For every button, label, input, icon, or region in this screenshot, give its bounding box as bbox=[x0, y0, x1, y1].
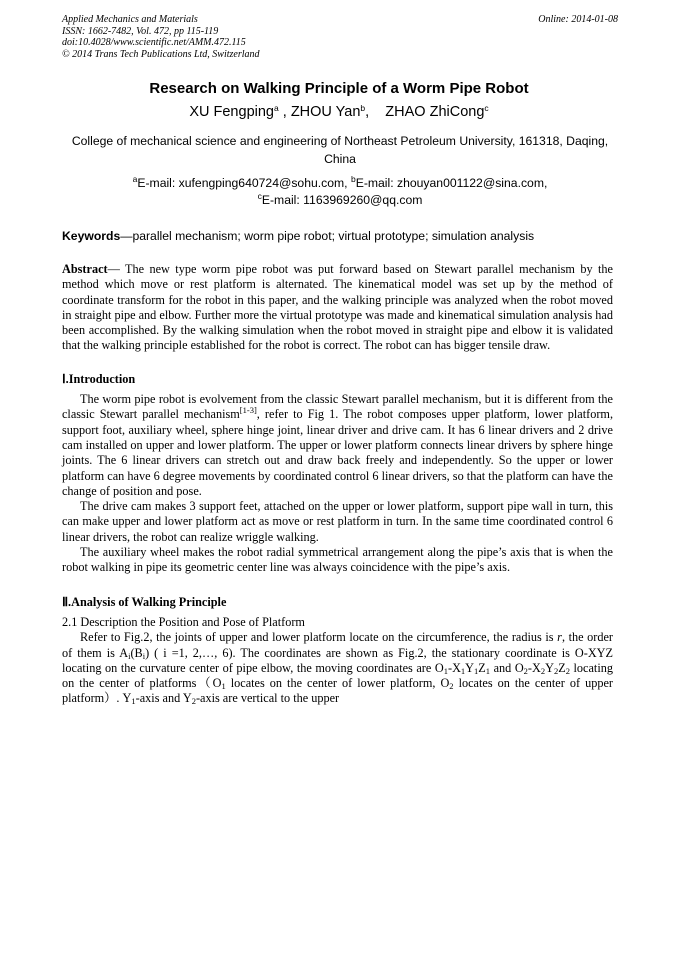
paragraph-text: , refer to Fig 1. The robot composes upper platform, lower platform, support foot, auxiliary wheel, sphere hinge joint, linear driver and drive cam. It has 6 linear drivers and 2 drive cam installed on upper and lower platform. The upper or lower platform connects linear drivers by sphere hinge joints. The 6 linear drivers can stretch out and draw back freely and independently. So the upper or lower platform can have 6 degree movements by coordinated control 6 linear drivers, so that the platform can have the change of position and pose. bbox=[62, 407, 614, 498]
abstract bbox=[62, 262, 613, 354]
doi-line: doi:10.4028/www.scientific.net/AMM.472.115 bbox=[62, 37, 246, 48]
email-mark: a bbox=[132, 174, 138, 184]
paragraph-text: The worm pipe robot is evolvement from the classic Stewart parallel mechanism, but it is different from the classic Stewart parallel mechanism bbox=[62, 392, 613, 422]
keywords-label: Keywords bbox=[62, 229, 121, 243]
abstract-label: Abstract bbox=[62, 262, 108, 276]
affiliation: College of mechanical science and engineering of Northeast Petroleum University, 161318, Daqing, China bbox=[71, 134, 609, 166]
email-a: E-mail: xufengping640724@sohu.com, bbox=[137, 176, 351, 190]
section-title: Analysis of Walking Principle bbox=[71, 594, 227, 609]
author-list bbox=[0, 104, 678, 120]
paragraph: Refer to Fig.2, the joints of upper and lower platform locate on the circumference, the radius is r, the order of them is $A_i(B_i)$ ( i =1, 2,…, 6). The coordinates are shown as Fig.2, the stationary coordinate is O-XYZ locating on the curvature center of pipe elbow, the moving coordinates are $O_1-X_1Y_1Z_1$ and $O_2-X_2Y_2Z_2$ locating on the center of $platforms(O_1$ locates on the center of lower platform, $O_2$ locates on the center of upper platform）. $Y_1$-axis and $Y_2$-axis are vertical to the upper bbox=[62, 630, 614, 707]
author-affil-mark: c bbox=[484, 103, 489, 113]
author-name: XU Fengping bbox=[189, 104, 274, 120]
paragraph: The drive cam makes 3 support feet, attached on the upper or lower platform, support pipe wall in turn, this can make upper and lower platform act as move or rest platform in turn. In the same time coordinated control 6 linear drivers, the robot can realize wriggle walking. bbox=[62, 499, 613, 544]
paragraph bbox=[62, 392, 613, 499]
keywords-text: —parallel mechanism; worm pipe robot; virtual prototype; simulation analysis bbox=[120, 229, 535, 243]
section-title: Introduction bbox=[68, 371, 136, 386]
issn-line: ISSN: 1662-7482, Vol. 472, pp 115-119 bbox=[62, 25, 219, 37]
paper-body bbox=[62, 262, 613, 707]
email-b: E-mail: zhouyan001122@sina.com, bbox=[355, 176, 548, 190]
section-heading-introduction bbox=[62, 372, 613, 387]
online-date: Online: 2014-01-08 bbox=[538, 14, 618, 25]
keywords bbox=[62, 229, 622, 243]
section-number: Ⅱ. bbox=[62, 594, 72, 609]
email-block bbox=[62, 175, 618, 209]
email-mark: c bbox=[257, 191, 262, 201]
section-heading-walking-principle bbox=[62, 595, 613, 610]
journal-header bbox=[62, 14, 618, 60]
author-affil-mark: b bbox=[360, 103, 366, 113]
author-separator: , bbox=[365, 104, 386, 120]
paragraph: The auxiliary wheel makes the robot radial symmetrical arrangement along the pipe’s axis that is when the robot walking in pipe its geometric center line was always coincidence with the pipe’s axis. bbox=[62, 545, 613, 575]
author-separator: , bbox=[278, 104, 291, 120]
author-affil-mark: a bbox=[273, 103, 279, 113]
journal-name: Applied Mechanics and Materials bbox=[62, 14, 198, 25]
copyright-line: © 2014 Trans Tech Publications Ltd, Switzerland bbox=[62, 48, 260, 60]
email-c: E-mail: 1163969260@qq.com bbox=[261, 193, 423, 207]
email-mark: b bbox=[350, 174, 356, 184]
abstract-text: — The new type worm pipe robot was put forward based on Stewart parallel mechanism by the method which move or rest platform is alternated. The kinematical model was set up by the method of coordinate transform for the robot in this paper, and the walking principle was analyzed when the robot moved in straight pipe and elbow. Further more the virtual prototype was made and kinematical simulation analysis had been accomplished. By the walking simulation when the robot moved in straight pipe and elbow it is validated that the walking principle established for the robot is correct. The robot can has bigger tensile draw. bbox=[62, 262, 613, 353]
section-number: Ⅰ. bbox=[62, 371, 69, 386]
subsection-heading: 2.1 Description the Position and Pose of Platform bbox=[62, 614, 305, 629]
author-name: ZHAO ZhiCong bbox=[385, 104, 485, 120]
paper-title: Research on Walking Principle of a Worm Pipe Robot bbox=[149, 80, 529, 97]
author-name: ZHOU Yan bbox=[290, 104, 361, 120]
citation: [1-3] bbox=[239, 405, 257, 416]
